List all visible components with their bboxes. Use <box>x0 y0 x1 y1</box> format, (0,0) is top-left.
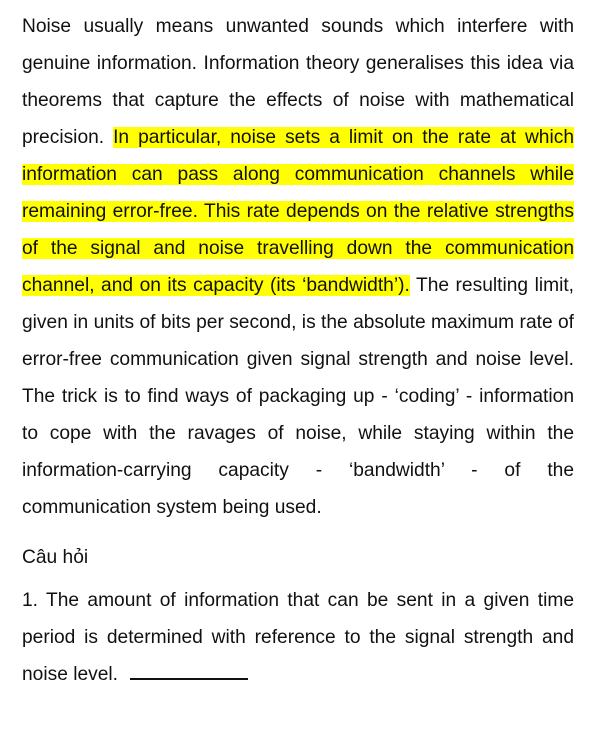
answer-blank[interactable] <box>130 658 248 680</box>
questions-heading: Câu hỏi <box>22 547 89 568</box>
passage-text-before-highlight: Noise usually means unwanted sounds which interfere with genuine information. Information theory generalises this idea via theorems that capture the effects of noise with mathematical precision. <box>22 16 574 148</box>
document-page <box>22 8 574 693</box>
reading-passage <box>22 8 574 526</box>
question-item <box>22 582 574 693</box>
passage-text-after-highlight: The resulting limit, given in units of bits per second, is the absolute maximum rate of error-free communication given signal strength and noise level. The trick is to find ways of packaging up - ‘coding’ - information to cope with the ravages of noise, while staying within the information-carrying capacity - ‘bandwidth’ - of the communication system being used. <box>22 275 575 518</box>
question-text: 1. The amount of information that can be sent in a given time period is determined with reference to the signal strength and noise level. <box>22 590 574 685</box>
passage-highlighted-text: In particular, noise sets a limit on the rate at which information can pass along communication channels while remaining error-free. This rate depends on the relative strengths of the signal and noise travelling down the communication channel, and on its capacity (its ‘bandwidth’). <box>22 127 574 296</box>
